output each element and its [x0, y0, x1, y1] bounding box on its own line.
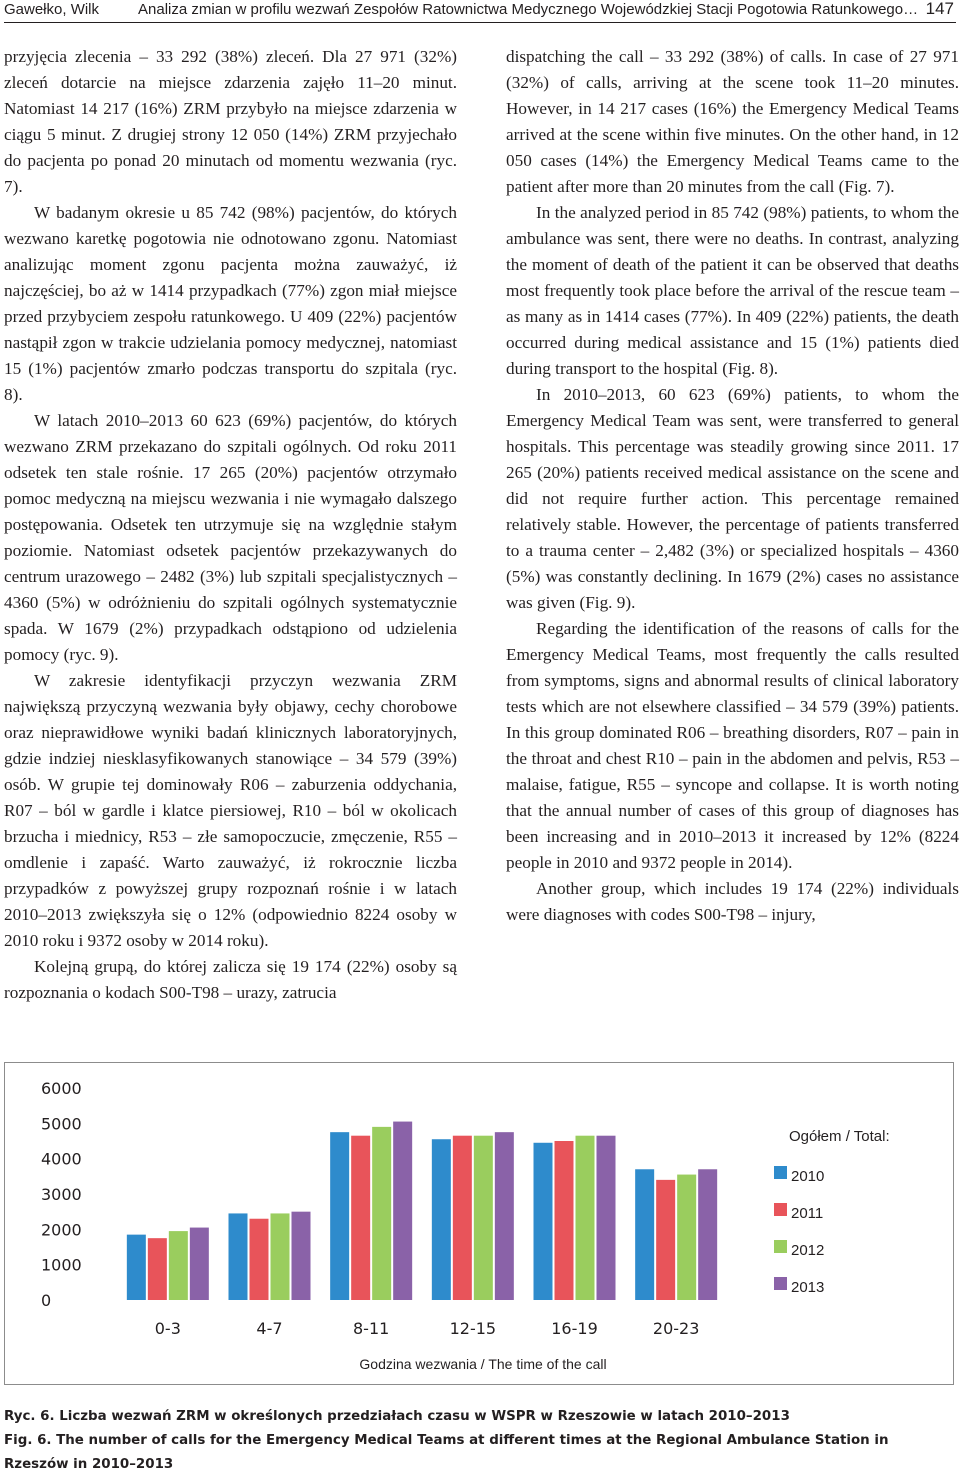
- legend-label-2011: 2011: [791, 1205, 824, 1222]
- polish-text-column: [4, 44, 457, 1006]
- legend-label-2010: 2010: [791, 1168, 825, 1185]
- page-number: 147: [925, 0, 954, 18]
- x-tick-label: 0-3: [154, 1319, 181, 1338]
- english-paragraph-5: Another group, which includes 19 174 (22%) individuals were diagnoses with codes S00-T98 – injury,: [506, 879, 959, 924]
- x-tick-label: 8-11: [353, 1319, 390, 1338]
- bar-2012-4-7: [271, 1213, 290, 1300]
- legend-swatch-2013: [774, 1277, 787, 1290]
- x-axis-label: Godzina wezwania / The time of the call: [359, 1356, 607, 1372]
- bar-2013-4-7: [292, 1212, 311, 1300]
- header-authors: Gawełko, Wilk: [4, 1, 100, 18]
- english-paragraph-1: dispatching the call – 33 292 (38%) of calls. In case of 27 971 (32%) of calls, arriving at the scene took 11–20 minutes. However, in 14 217 cases (16%) the Emergency Medical Teams arrived at the scene within five minutes. On the other hand, in 12 050 cases (14%) the Emergency Medical Teams came to the patient after more than 20 minutes from the call (Fig. 7).: [506, 47, 959, 196]
- y-tick-label: 4000: [41, 1149, 82, 1169]
- figure-6-chart: [4, 1062, 954, 1385]
- polish-paragraph-5: Kolejną grupą, do której zalicza się 19 174 (22%) osoby są rozpoznania o kodach S00-T98 – urazy, zatrucia: [4, 957, 457, 1002]
- figure-caption: [4, 1405, 954, 1477]
- bar-chart-svg: [5, 1063, 953, 1384]
- polish-paragraph-4: W zakresie identyfikacji przyczyn wezwania ZRM największą przyczyną wezwania były objawy, cechy chorobowe oraz nieprawidłowe wyniki badań klinicznych laboratoryjnych, gdzie indziej niesklasyfikowanych stanowiące – 34 579 (39%) osób. W grupie tej dominowały R06 – zaburzenia oddychania, R07 – ból w gardle i klatce piersiowej, R10 – ból w okolicach brzucha i miednicy, R53 – złe samopoczucie, zmęczenie, R55 – omdlenie i zapaść. Warto zauważyć, iż rokrocznie liczba przypadków z powyższej grupy rozpoznań rośnie i w latach 2010–2013 zwiększyła się o 12% (odpowiednio 8224 osoby w 2010 roku i 9372 osoby w 2014 roku).: [4, 671, 457, 950]
- polish-paragraph-3: W latach 2010–2013 60 623 (69%) pacjentów, do których wezwano ZRM przekazano do szpitali ogólnych. Od roku 2011 odsetek ten stale rośnie. 17 265 (20%) pacjentów otrzymało pomoc medyczną na miejscu wezwania i nie wymagało dalszego postępowania. Odsetek ten utrzymuje się na względnie stałym poziomie. Natomiast odsetek pacjentów przekazywanych do centrum urazowego – 2482 (3%) lub szpitali specjalistycznych – 4360 (5%) w odróżnieniu do szpitali ogólnych systematycznie spada. W 1679 (2%) przypadkach odstąpiono od udzielenia pomocy (ryc. 9).: [4, 411, 457, 664]
- legend-title: Ogółem / Total:: [789, 1128, 890, 1145]
- y-tick-label: 2000: [41, 1220, 82, 1240]
- y-tick-label: 1000: [41, 1255, 82, 1275]
- bar-2011-16-19: [555, 1141, 574, 1300]
- caption-polish: Ryc. 6. Liczba wezwań ZRM w określonych przedziałach czasu w WSPR w Rzeszowie w latach 2010–2013: [4, 1409, 790, 1424]
- bar-2013-20-23: [698, 1169, 717, 1300]
- bar-2012-16-19: [576, 1136, 595, 1300]
- header-title: Analiza zmian w profilu wezwań Zespołów Ratownictwa Medycznego Wojewódzkiej Stacji Pogotowia Ratunkowego…: [138, 1, 919, 18]
- bar-2013-0-3: [190, 1228, 209, 1300]
- english-paragraph-4: Regarding the identification of the reasons of calls for the Emergency Medical Teams, most frequently the calls resulted from symptoms, signs and abnormal results of clinical laboratory tests which are not elsewhere classified – 34 579 (39%) patients. In this group dominated R06 – breathing disorders, R07 – pain in the throat and chest R10 – pain in the abdomen and pelvis, R53 – malaise, fatigue, R55 – syncope and collapse. It is worth noting that the annual number of cases of this group of diagnoses has been increasing and in 2010–2013 it increased by 12% (8224 people in 2010 and 9372 people in 2014).: [506, 619, 959, 872]
- bar-2011-12-15: [453, 1136, 472, 1300]
- bar-2012-0-3: [169, 1231, 188, 1300]
- bar-2010-12-15: [432, 1139, 451, 1300]
- y-tick-label: 6000: [41, 1079, 82, 1098]
- bar-2012-20-23: [677, 1175, 696, 1300]
- x-tick-label: 16-19: [551, 1319, 598, 1338]
- bar-2010-8-11: [330, 1132, 349, 1300]
- bar-2010-16-19: [534, 1143, 553, 1300]
- bar-2011-8-11: [351, 1136, 370, 1300]
- legend-label-2013: 2013: [791, 1279, 825, 1296]
- x-tick-label: 12-15: [449, 1319, 497, 1338]
- bar-2011-0-3: [148, 1238, 167, 1300]
- running-header: [4, 0, 956, 23]
- english-paragraph-2: In the analyzed period in 85 742 (98%) patients, to whom the ambulance was sent, there were no deaths. In contrast, analyzing the moment of death of the patient it can be observed that deaths most frequently took place before the arrival of the rescue team – as many as in 1414 cases (77%). In 409 (22%) patients, the death occurred during medical assistance and 15 (1%) patients died during transport to the hospital (Fig. 8).: [506, 203, 959, 378]
- y-tick-label: 0: [41, 1291, 52, 1310]
- bar-2012-12-15: [474, 1136, 493, 1300]
- legend-swatch-2012: [774, 1240, 787, 1253]
- legend-label-2012: 2012: [791, 1242, 825, 1259]
- caption-english: Fig. 6. The number of calls for the Emergency Medical Teams at different times at the Regional Ambulance Station in Rzeszów in 2010–2013: [4, 1433, 889, 1472]
- bar-2013-12-15: [495, 1132, 514, 1300]
- y-tick-label: 5000: [41, 1114, 82, 1134]
- x-tick-label: 4-7: [256, 1319, 283, 1338]
- x-tick-label: 20-23: [652, 1319, 700, 1338]
- bar-2013-16-19: [597, 1136, 616, 1300]
- legend-swatch-2010: [774, 1166, 787, 1179]
- bar-2010-20-23: [635, 1169, 654, 1300]
- english-paragraph-3: In 2010–2013, 60 623 (69%) patients, to whom the Emergency Medical Team was sent, were transferred to general hospitals. This percentage was steadily growing since 2011. 17 265 (20%) patients received medical assistance on the scene and did not require further action. This percentage remained relatively stable. However, the percentage of patients transferred to a trauma center – 2,482 (3%) or specialized hospitals – 4360 (5%) was constantly declining. In 1679 (2%) cases no assistance was given (Fig. 9).: [506, 385, 959, 612]
- bar-2010-4-7: [229, 1213, 248, 1300]
- y-tick-label: 3000: [41, 1185, 82, 1204]
- polish-paragraph-2: W badanym okresie u 85 742 (98%) pacjentów, do których wezwano karetkę pogotowia nie odnotowano zgonu. Natomiast analizując moment zgonu pacjenta można zauważyć, iż najczęściej, bo aż w 1414 przypadkach (77%) zgon miał miejsce przed przybyciem zespołu ratunkowego. U 409 (22%) pacjentów nastąpił zgon w trakcie udzielania pomocy medycznej, natomiast 15 (1%) pacjentów zmarło podczas transportu do szpitala (ryc. 8).: [4, 203, 457, 404]
- bar-2012-8-11: [372, 1127, 391, 1300]
- polish-paragraph-1: przyjęcia zlecenia – 33 292 (38%) zleceń. Dla 27 971 (32%) zleceń dotarcie na miejsce zdarzenia zajęło 11–20 minut. Natomiast 14 217 (16%) ZRM przybyło na miejsce zdarzenia w ciągu 5 minut. Z drugiej strony 12 050 (14%) ZRM przyjechało do pacjenta po ponad 20 minutach od momentu wezwania (ryc. 7).: [4, 47, 457, 196]
- bar-2011-20-23: [656, 1180, 675, 1300]
- english-text-column: [506, 44, 959, 928]
- bar-2013-8-11: [393, 1122, 412, 1300]
- bar-2010-0-3: [127, 1235, 146, 1300]
- bar-2011-4-7: [250, 1219, 269, 1300]
- legend-swatch-2011: [774, 1203, 787, 1216]
